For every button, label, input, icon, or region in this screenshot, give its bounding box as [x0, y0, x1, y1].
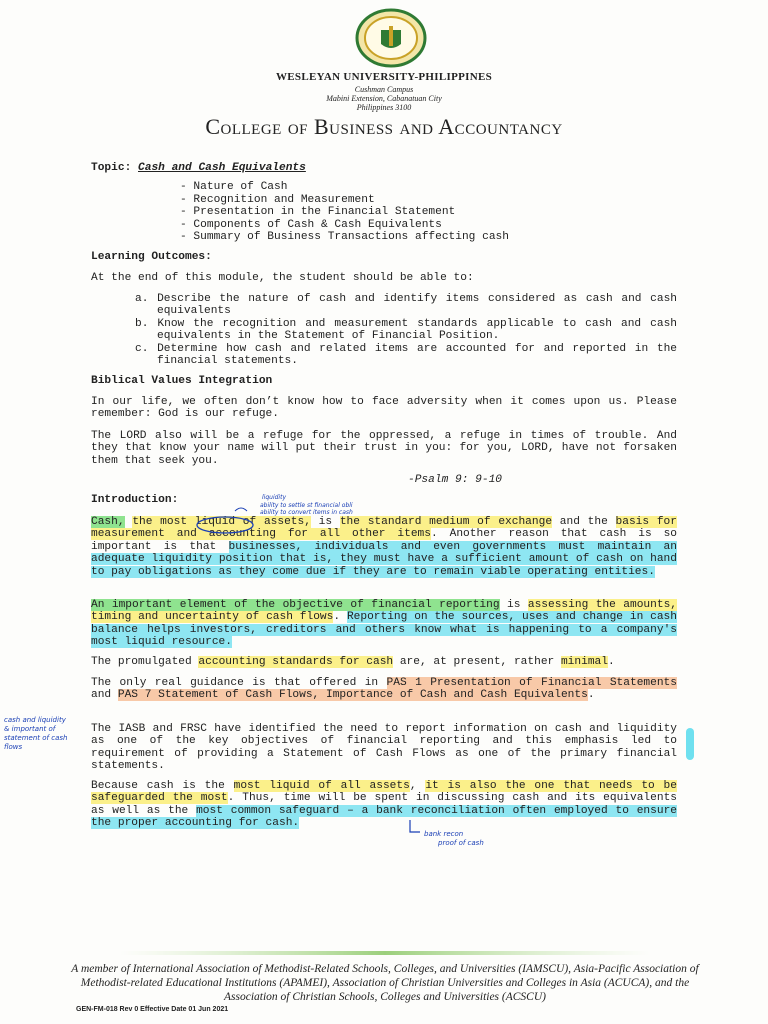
- introduction-heading: Introduction:: [91, 494, 179, 506]
- biblical-paragraph: In our life, we often don’t know how to face adversity when it comes upon us. Please remember: God is our refuge.: [91, 396, 677, 421]
- topic-item: - Summary of Business Transactions affecting cash: [180, 231, 509, 243]
- handwritten-note: bank recon: [424, 830, 464, 838]
- highlight: accounting standards for cash: [198, 656, 394, 668]
- highlight: Cash,: [91, 516, 125, 528]
- intro-paragraph-6: [91, 780, 677, 830]
- highlight: PAS 7 Statement of Cash Flows, Importance of Cash and Cash Equivalents: [117, 689, 588, 702]
- highlight: PAS 1 Presentation of Financial Statements: [386, 677, 677, 689]
- text: Because cash is the: [91, 780, 234, 792]
- text: and: [91, 689, 118, 702]
- highlight: the most: [132, 516, 188, 528]
- intro-paragraph-1: [91, 516, 677, 578]
- verse-reference: -Psalm 9: 9-10: [408, 474, 502, 486]
- biblical-heading: Biblical Values Integration: [91, 375, 273, 387]
- highlight: most common safeguard – a bank reconciliation often employed to ensure the proper accounting for cash.: [91, 804, 677, 830]
- text: .: [607, 656, 615, 668]
- topic-item: - Presentation in the Financial Statement: [180, 206, 456, 218]
- footer-divider: [120, 948, 650, 958]
- text: is: [499, 599, 528, 611]
- highlight: most liquid of all assets: [233, 780, 410, 792]
- text: .: [333, 611, 347, 624]
- highlight: it is also the one that needs to be safeguarded the most: [91, 780, 677, 805]
- handwritten-note: proof of cash: [438, 839, 484, 847]
- highlight: basis for measurement and accounting for all other items: [91, 516, 677, 541]
- topic-item: - Recognition and Measurement: [180, 193, 375, 206]
- list-item: a. Describe the nature of cash and identify items considered as cash and cash equivalents: [135, 293, 677, 318]
- text: is: [310, 516, 340, 528]
- highlight: An important element of the objective of financial reporting: [91, 599, 500, 611]
- text: The only real guidance is that offered in: [91, 677, 387, 689]
- college-title: College of Business and Accountancy: [205, 114, 563, 139]
- topic-line: [91, 162, 306, 174]
- handwritten-note: ability to convert items in cash: [260, 509, 353, 516]
- text: . Thus, time will be spent in discussing cash and its equivalents as well as the: [91, 792, 677, 817]
- intro-paragraph-5: The IASB and FRSC have identified the need to report information on cash and liquidity as one of the key objectives of financial reporting and this emphasis led to requirement of providing a Statement of Cash Flows as one of the primary financial statements.: [91, 723, 677, 773]
- handwritten-note: ability to settle st financial obli: [260, 502, 353, 509]
- highlight: liquid of assets,: [187, 516, 311, 528]
- footer-membership-text: A member of International Association of Methodist-Related Schools, Colleges, and Universities (IAMSCU), Asia-Pacific Association of Methodist-related Educational Institutions (APAMEI), Association of Christian Universities and Colleges in Asia (ACUCA), and the Association of Christian Schools, Colleges and Universities (ACSCU): [71, 963, 699, 1003]
- highlight: assessing the amounts, timing and uncertainty of cash flows: [91, 599, 677, 624]
- intro-paragraph-4: [91, 677, 677, 702]
- text: .: [587, 689, 595, 702]
- highlight: minimal: [560, 656, 608, 668]
- topic-title: Cash and Cash Equivalents: [138, 162, 306, 174]
- text: The promulgated: [91, 656, 199, 668]
- highlight: the standard medium of exchange: [339, 516, 553, 528]
- university-name: WESLEYAN UNIVERSITY-PHILIPPINES: [275, 71, 493, 83]
- list-item: c. Determine how cash and related items are accounted for and reported in the financial statements.: [135, 342, 677, 368]
- campus-name: Cushman Campus: [354, 85, 414, 94]
- intro-paragraph-2: [91, 599, 677, 649]
- learning-outcomes-heading: Learning Outcomes:: [91, 251, 212, 263]
- intro-paragraph-3: [91, 656, 677, 668]
- text: and the: [552, 516, 616, 528]
- biblical-verse: The LORD also will be a refuge for the oppressed, a refuge in times of trouble. And they that know your name will put their trust in you: for you, LORD, have not forsaken them that seek you.: [91, 430, 677, 467]
- topic-item: - Nature of Cash: [180, 181, 288, 193]
- topic-label: Topic:: [91, 162, 132, 174]
- text: are, at present, rather: [393, 656, 561, 668]
- highlight: businesses, individuals and even governments must maintain an adequate liquidity position that is, they must have a sufficient amount of cash on hand to pay obligations as they come due if they are to remain viable operating entities.: [91, 540, 677, 578]
- campus-address: Mabini Extension, Cabanatuan City: [326, 94, 442, 103]
- text: ,: [409, 780, 426, 792]
- learning-outcomes-list: [135, 293, 677, 367]
- learning-outcomes-intro: At the end of this module, the student should be able to:: [91, 272, 474, 284]
- topic-item: - Components of Cash & Cash Equivalents: [180, 218, 442, 231]
- university-seal-logo: [355, 8, 427, 68]
- form-number: GEN-FM-018 Rev 0 Effective Date 01 Jun 2021: [76, 1006, 229, 1013]
- highlight: Reporting on the sources, uses and change in cash balance helps investors, creditors and others know what is happening to a company's most liquid resource.: [91, 611, 677, 649]
- list-item: b. Know the recognition and measurement standards applicable to cash and cash equivalents in the Statement of Financial Position.: [135, 317, 677, 343]
- campus-postal: Philippines 3100: [356, 103, 412, 112]
- handwritten-note: liquidity: [262, 494, 286, 501]
- margin-highlight-bar: [686, 728, 694, 760]
- text: . Another reason that cash is so important is that: [91, 528, 677, 553]
- margin-handwritten-note: cash and liquidity & important of statement of cash flows: [4, 716, 68, 751]
